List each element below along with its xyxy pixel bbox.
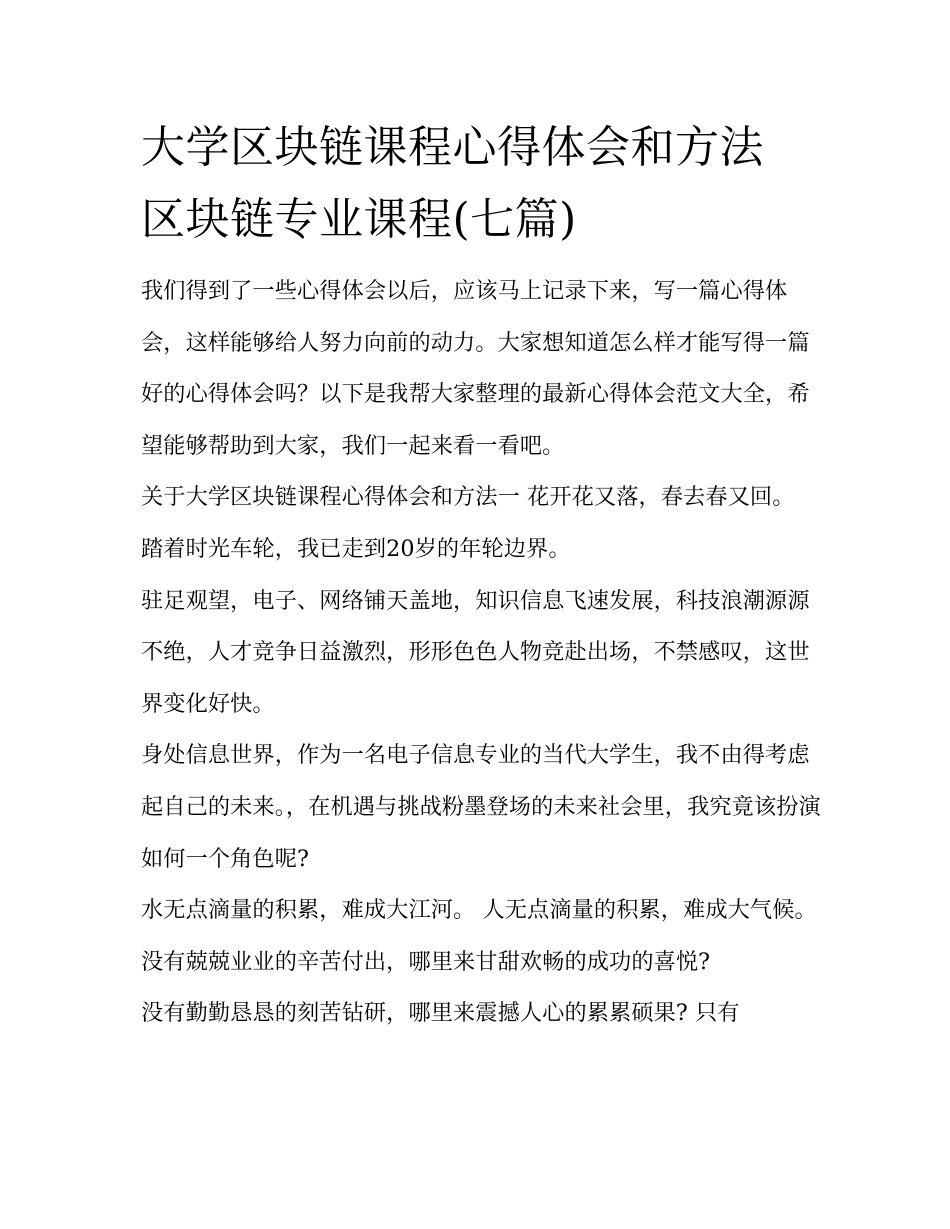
paragraph: 关于大学区块链课程心得体会和方法一 花开花又落，春去春又回。 踏着时光车轮，我已走到20岁的年轮边界。 [141,484,795,562]
document-body [141,266,821,1040]
paragraph: 水无点滴量的积累，难成大江河。 人无点滴量的积累，难成大气候。 没有兢兢业业的辛苦付出，哪里来甘甜欢畅的成功的喜悦? [141,897,817,975]
paragraph: 没有勤勤恳恳的刻苦钻研，哪里来震撼人心的累累硕果? 只有 [141,1000,740,1027]
paragraph: 身处信息世界，作为一名电子信息专业的当代大学生，我不由得考虑起自己的未来。，在机遇与挑战粉墨登场的未来社会里，我究竟该扮演如何一个角色呢? [141,742,821,872]
paragraph: 驻足观望，电子、网络铺天盖地，知识信息飞速发展，科技浪潮源源不绝，人才竞争日益激烈，形形色色人物竞赴出场，不禁感叹，这世界变化好快。 [141,587,810,717]
paragraph: 我们得到了一些心得体会以后，应该马上记录下来，写一篇心得体会，这样能够给人努力向前的动力。大家想知道怎么样才能写得一篇好的心得体会吗？以下是我帮大家整理的最新心得体会范文大全，希望能够帮助到大家，我们一起来看一看吧。 [141,278,810,459]
document-title: 大学区块链课程心得体会和方法 区块链专业课程(七篇) [141,122,764,245]
document-page [141,112,821,1040]
